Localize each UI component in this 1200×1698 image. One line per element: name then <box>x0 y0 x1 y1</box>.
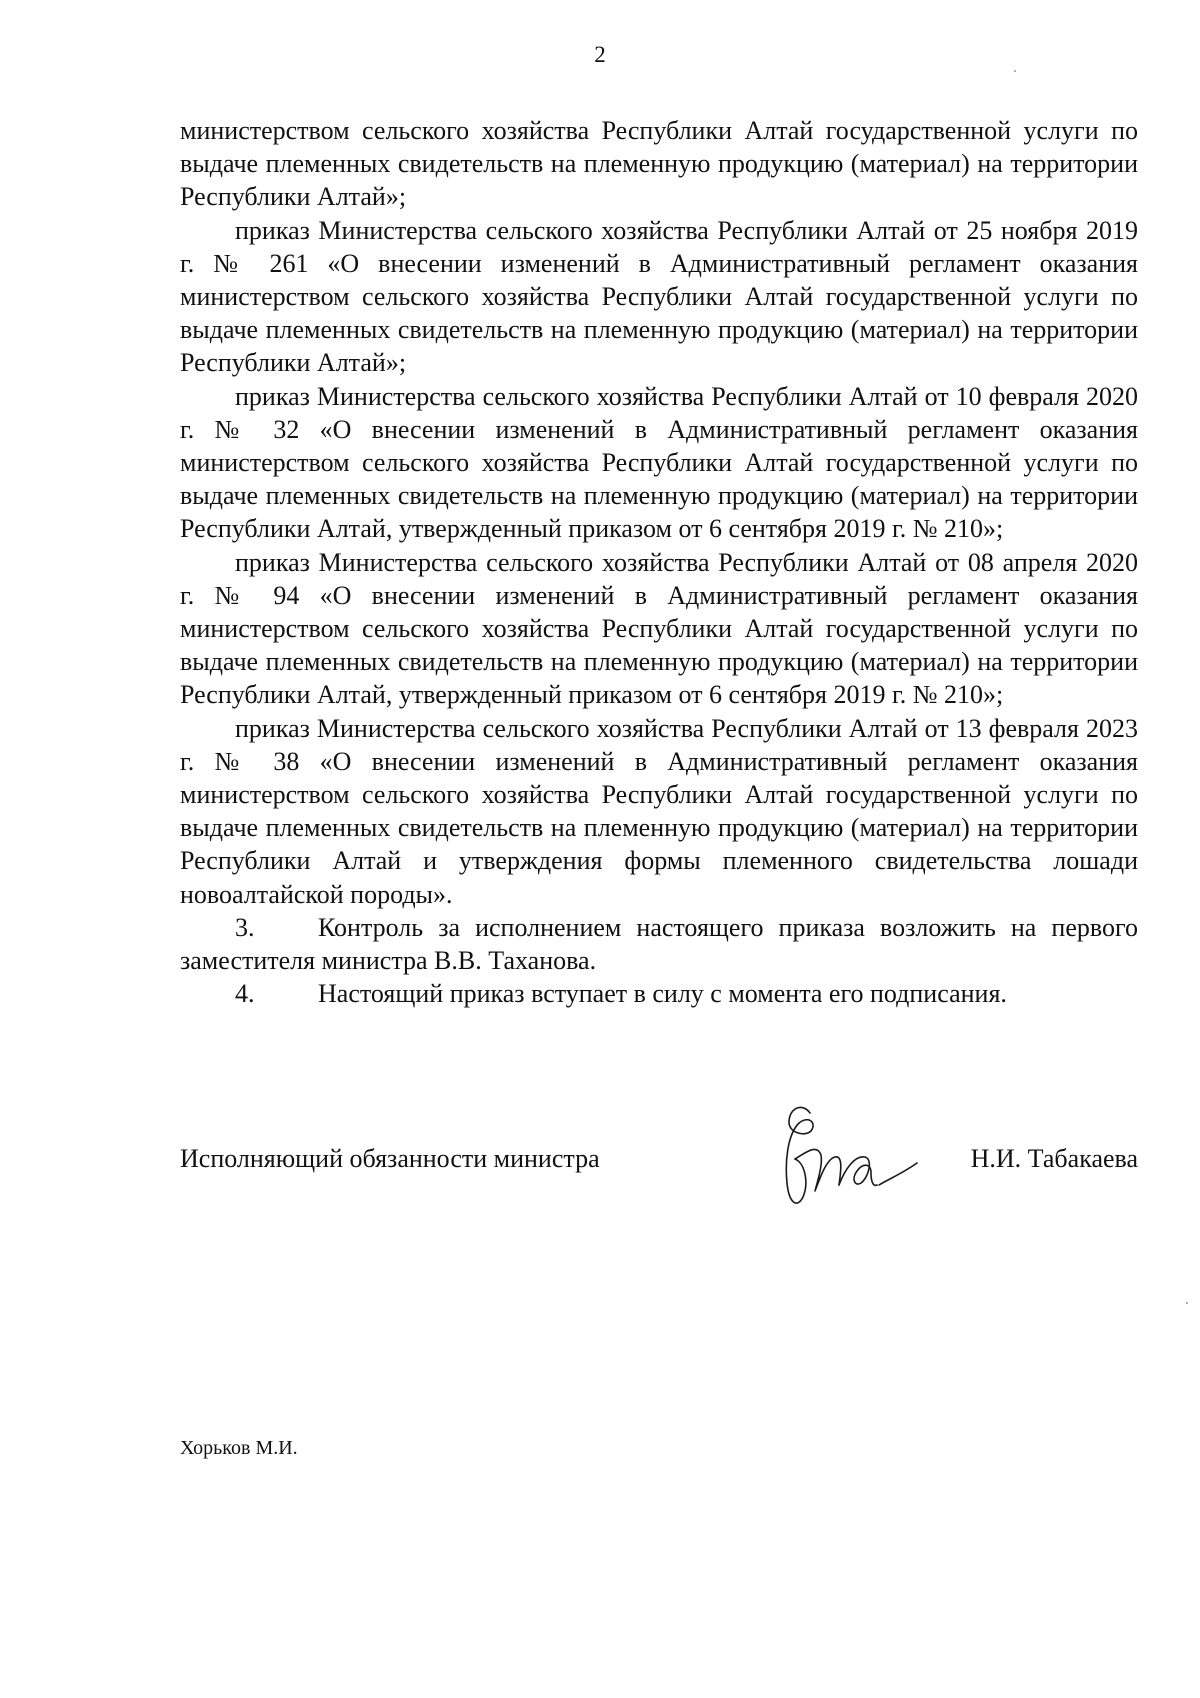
handwritten-signature <box>765 1093 935 1223</box>
item-text: Контроль за исполнением настоящего приказа возложить на первого заместителя министра В.В. Таханова. <box>180 912 1138 976</box>
item-number: 4. <box>235 979 255 1009</box>
document-body <box>180 114 1138 1010</box>
page-number: 2 <box>594 42 606 67</box>
signature-block <box>180 1144 1138 1184</box>
paragraph-continuation: министерством сельского хозяйства Республики Алтай государственной услуги по выдаче племенных свидетельств на племенную продукцию (материал) на территории Республики Алтай»; <box>180 116 1138 212</box>
item-number: 3. <box>235 912 255 942</box>
item-text: Настоящий приказ вступает в силу с момента его подписания. <box>318 979 1007 1009</box>
scan-speck <box>1186 1302 1188 1304</box>
scan-speck <box>1014 70 1016 72</box>
signatory-title: Исполняющий обязанности министра <box>180 1144 600 1173</box>
executor-name: Хорьков М.И. <box>180 1437 298 1459</box>
paragraph-order-261: приказ Министерства сельского хозяйства Республики Алтай от 25 ноября 2019 г. № 261 «О внесении изменений в Административный регламент оказания министерством сельского хозяйства Республики Алтай государственной услуги по выдаче племенных свидетельств на племенную продукцию (материал) на территории Республики Алтай»; <box>180 215 1138 378</box>
numbered-item-3 <box>180 911 1138 977</box>
numbered-item-4 <box>180 977 1138 1010</box>
paragraph-order-94: приказ Министерства сельского хозяйства Республики Алтай от 08 апреля 2020 г. № 94 «О внесении изменений в Административный регламент оказания министерством сельского хозяйства Республики Алтай государственной услуги по выдаче племенных свидетельств на племенную продукцию (материал) на территории Республики Алтай, утвержденный приказом от 6 сентября 2019 г. № 210»; <box>180 547 1138 710</box>
paragraph-order-32: приказ Министерства сельского хозяйства Республики Алтай от 10 февраля 2020 г. № 32 «О внесении изменений в Административный регламент оказания министерством сельского хозяйства Республики Алтай государственной услуги по выдаче племенных свидетельств на племенную продукцию (материал) на территории Республики Алтай, утвержденный приказом от 6 сентября 2019 г. № 210»; <box>180 381 1138 544</box>
paragraph-order-38: приказ Министерства сельского хозяйства Республики Алтай от 13 февраля 2023 г. № 38 «О внесении изменений в Административный регламент оказания министерством сельского хозяйства Республики Алтай государственной услуги по выдаче племенных свидетельств на племенную продукцию (материал) на территории Республики Алтай и утверждения формы племенного свидетельства лошади новоалтайской породы». <box>180 713 1138 909</box>
signatory-name: Н.И. Табакаева <box>970 1144 1138 1173</box>
